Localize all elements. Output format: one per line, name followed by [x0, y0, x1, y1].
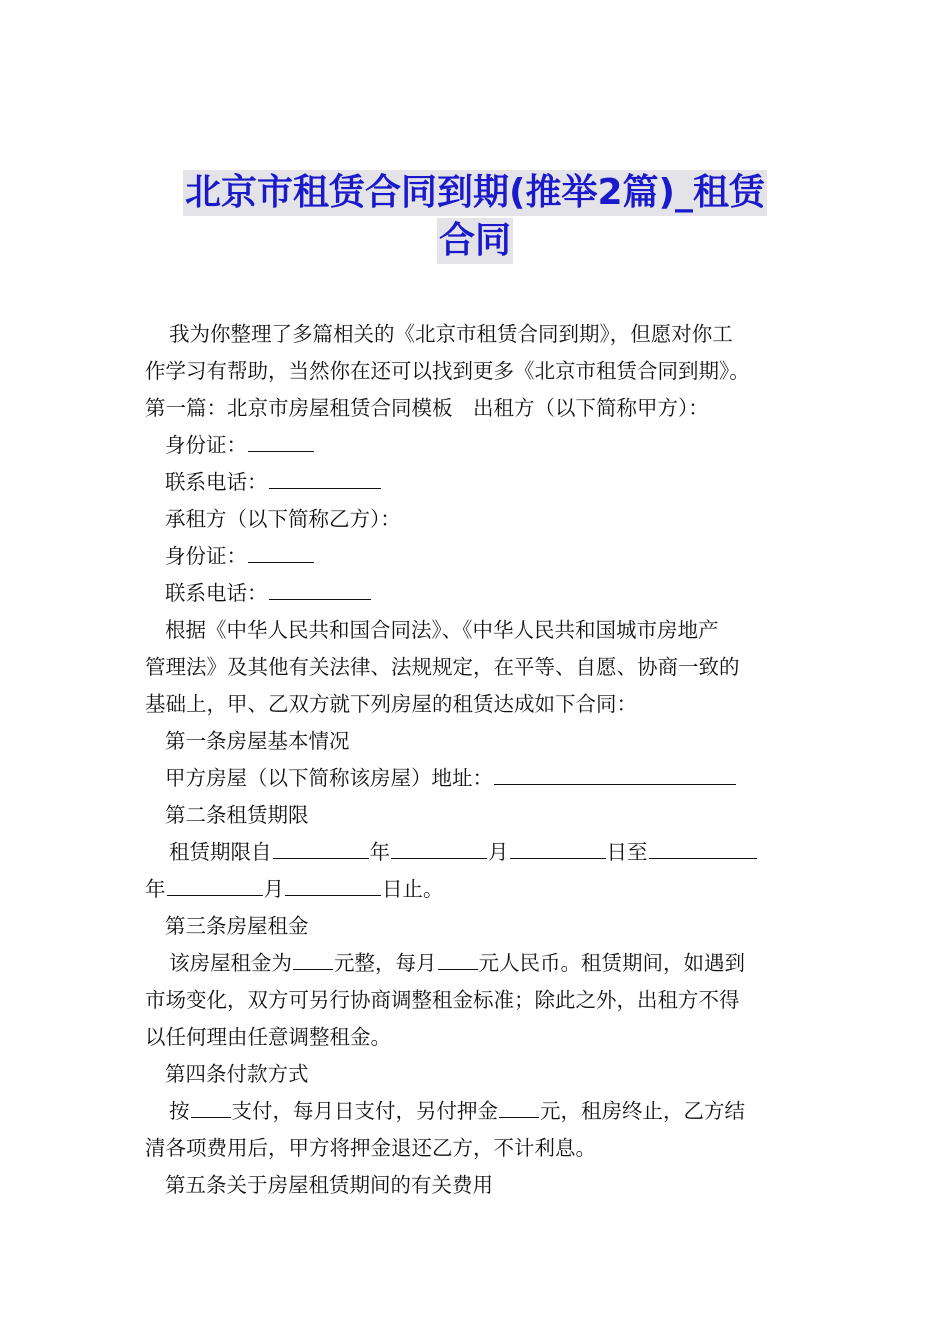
- id-blank: [248, 544, 314, 563]
- id-label: 身份证：: [165, 544, 247, 568]
- rent-monthly-blank: [438, 951, 478, 970]
- article-3-heading: 第三条房屋租金: [165, 914, 309, 938]
- start-day-blank: [510, 840, 606, 859]
- termination-label: 元，租房终止，乙方结: [540, 1099, 745, 1123]
- month-label: 月: [263, 877, 284, 901]
- start-year-blank: [273, 840, 369, 859]
- end-day-blank: [285, 877, 381, 896]
- title-line-1: 北京市租赁合同到期(推举2篇)_租赁: [183, 170, 767, 216]
- article-3-rent-line: [145, 945, 807, 982]
- article-1-address-line: [145, 760, 807, 797]
- end-year-blank: [649, 840, 757, 859]
- lessee-id-line: [145, 538, 807, 575]
- year-label: 年: [145, 877, 166, 901]
- lessee-phone-line: [145, 575, 807, 612]
- article-5-heading: 第五条关于房屋租赁期间的有关费用: [165, 1173, 493, 1197]
- year-label: 年: [369, 840, 390, 864]
- period-end-label: 日止。: [382, 877, 444, 901]
- address-blank: [494, 766, 736, 785]
- rent-total-blank: [293, 951, 333, 970]
- rent-label: 该房屋租金为: [169, 951, 292, 975]
- month-label: 月: [488, 840, 509, 864]
- article-2-period-end-line: [145, 871, 807, 908]
- rent-currency-label: 元人民币。租赁期间，如遇到: [478, 951, 745, 975]
- basis-line-1: 根据《中华人民共和国合同法》、《中华人民共和国城市房地产: [165, 618, 719, 642]
- id-blank: [248, 433, 314, 452]
- article-1-heading: 第一条房屋基本情况: [165, 729, 350, 753]
- period-from-label: 租赁期限自: [169, 840, 272, 864]
- document-body: [145, 316, 807, 1204]
- phone-label: 联系电话：: [165, 581, 268, 605]
- deposit-label: 支付，每月日支付，另付押金: [231, 1099, 498, 1123]
- address-label: 甲方房屋（以下简称该房屋）地址：: [165, 766, 493, 790]
- start-month-blank: [391, 840, 487, 859]
- basis-line-3: 基础上，甲、乙双方就下列房屋的租赁达成如下合同：: [145, 692, 637, 716]
- deposit-blank: [499, 1099, 539, 1118]
- phone-label: 联系电话：: [165, 470, 268, 494]
- id-label: 身份证：: [165, 433, 247, 457]
- article-2-period-line: [145, 834, 807, 871]
- article-4-payment-line: [145, 1093, 807, 1130]
- article-4-heading: 第四条付款方式: [165, 1062, 309, 1086]
- intro-line-1: 我为你整理了多篇相关的《北京市租赁合同到期》，但愿对你工: [169, 322, 733, 346]
- part1-heading: 第一篇：北京市房屋租赁合同模板 出租方（以下简称甲方）：: [145, 396, 709, 420]
- payment-label: 按: [169, 1099, 190, 1123]
- title-line-2: 合同: [437, 218, 513, 264]
- article-2-heading: 第二条租赁期限: [165, 803, 309, 827]
- article-3-line-3: 以任何理由任意调整租金。: [145, 1025, 391, 1049]
- period-to-label: 日至: [606, 840, 648, 864]
- end-month-blank: [167, 877, 263, 896]
- rent-monthly-label: 元整，每月: [334, 951, 437, 975]
- document-title: [0, 170, 950, 264]
- article-3-line-2: 市场变化，双方可另行协商调整租金标准；除此之外，出租方不得: [145, 988, 740, 1012]
- basis-line-2: 管理法》及其他有关法律、法规规定，在平等、自愿、协商一致的: [145, 655, 740, 679]
- payment-method-blank: [191, 1099, 231, 1118]
- lessee-label: 承租方（以下简称乙方）：: [165, 507, 401, 531]
- lessor-phone-line: [145, 464, 807, 501]
- phone-blank: [269, 470, 381, 489]
- article-4-line-2: 清各项费用后，甲方将押金退还乙方，不计利息。: [145, 1136, 596, 1160]
- phone-blank: [269, 581, 371, 600]
- intro-line-2: 作学习有帮助，当然你在还可以找到更多《北京市租赁合同到期》。: [145, 359, 750, 383]
- lessor-id-line: [145, 427, 807, 464]
